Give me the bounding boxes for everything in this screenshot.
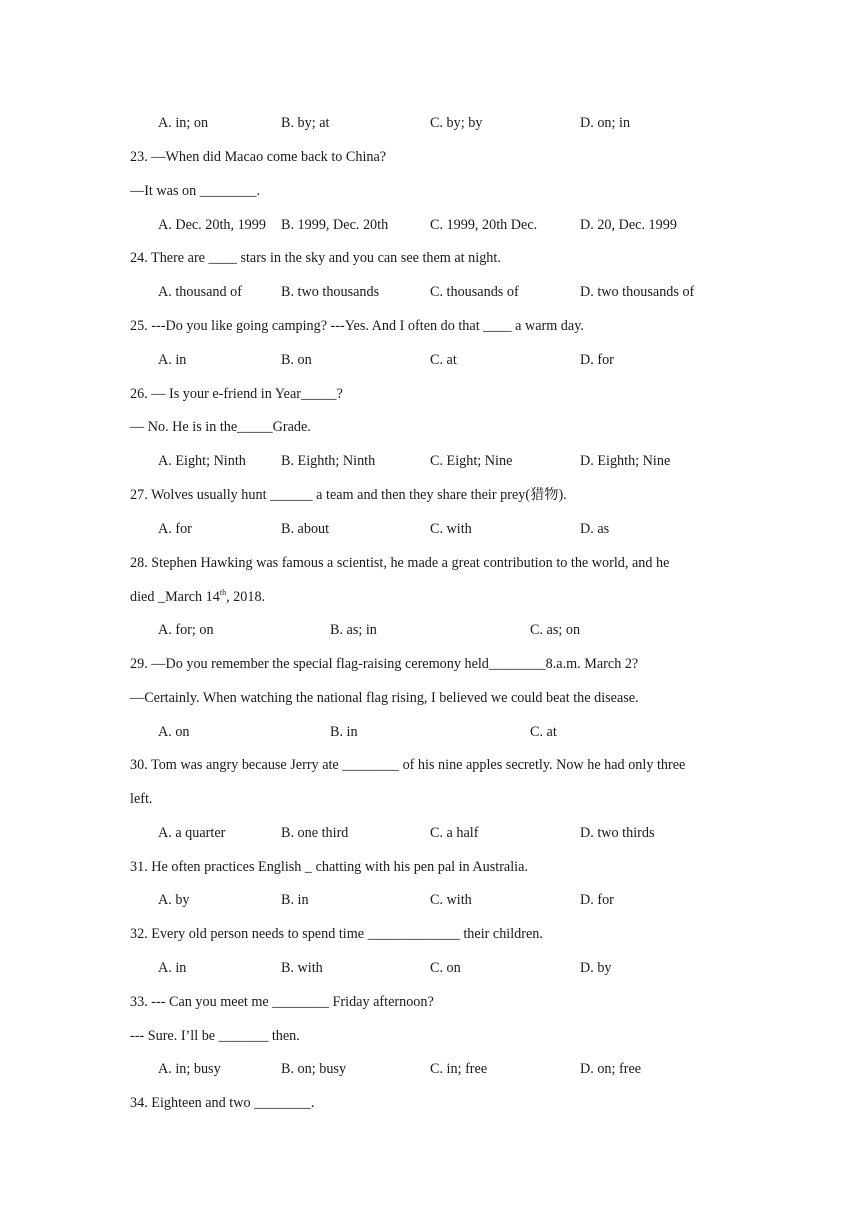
q26-stem: 26. — Is your e-friend in Year_____? [130,386,343,402]
option-d: D. two thirds [580,825,655,841]
option-c: C. at [530,724,557,740]
option-a: A. Dec. 20th, 1999 [158,217,266,233]
option-a: A. for; on [158,622,214,638]
option-b: B. as; in [330,622,377,638]
q34-stem: 34. Eighteen and two ________. [130,1095,315,1111]
option-c: C. thousands of [430,284,519,300]
option-d: D. on; free [580,1061,642,1077]
option-d: D. 20, Dec. 1999 [580,217,677,233]
option-c: C. with [430,892,472,908]
option-c: C. as; on [530,622,581,638]
option-b: B. with [281,960,323,976]
q29-reply: —Certainly. When watching the national flag rising, I believed we could beat the disease. [130,690,639,706]
option-a: A. for [158,521,192,537]
q27-stem: 27. Wolves usually hunt ______ a team and then they share their prey(猎物). [130,487,567,503]
option-b: B. Eighth; Ninth [281,453,376,469]
q25-stem: 25. ---Do you like going camping? ---Yes. And I often do that ____ a warm day. [130,318,584,334]
option-a: A. in [158,352,187,368]
q23-reply: —It was on ________. [130,183,261,199]
q28-stem-part2: a scientist, he made a great contribution to the world, and he [323,555,670,571]
option-d: D. Eighth; Nine [580,453,671,469]
option-c: C. Eight; Nine [430,453,513,469]
q24-stem: 24. There are ____ stars in the sky and you can see them at night. [130,250,501,266]
option-a: A. thousand of [158,284,242,300]
q30-stem: 30. Tom was angry because Jerry ate ________ of his nine apples secretly. Now he had only three [130,757,686,773]
q28-stem [130,554,669,572]
option-c: C. 1999, 20th Dec. [430,217,538,233]
option-d: D. by [580,960,612,976]
option-c: C. by; by [430,115,483,131]
option-b: B. in [281,892,309,908]
option-a: A. on [158,724,190,740]
option-d: D. two thousands of [580,284,695,300]
option-c: C. in; free [430,1061,488,1077]
superscript-th: th [219,588,227,597]
option-b: B. by; at [281,115,330,131]
option-b: B. in [330,724,358,740]
option-c: C. on [430,960,461,976]
q32-stem: 32. Every old person needs to spend time _____________ their children. [130,926,543,942]
option-d: D. as [580,521,610,537]
option-d: D. for [580,892,614,908]
q33-stem: 33. --- Can you meet me ________ Friday afternoon? [130,994,434,1010]
q26-reply: — No. He is in the_____Grade. [130,419,311,435]
q28-stem2-part2: , 2018. [226,589,266,605]
q31-stem: 31. He often practices English _ chatting with his pen pal in Australia. [130,859,528,875]
option-c: C. a half [430,825,479,841]
option-a: A. a quarter [158,825,226,841]
option-a: A. in; busy [158,1061,221,1077]
option-d: D. for [580,352,614,368]
q30-stem-line2: left. [130,791,153,807]
q33-reply: --- Sure. I’ll be _______ then. [130,1028,300,1044]
option-a: A. by [158,892,190,908]
option-b: B. on; busy [281,1061,347,1077]
option-b: B. two thousands [281,284,380,300]
q28-stem2-part1: died _March 14 [130,589,220,605]
option-a: A. in [158,960,187,976]
q28-stem-part1: 28. Stephen Hawking was famous [130,555,324,571]
option-a: A. in; on [158,115,209,131]
option-b: B. 1999, Dec. 20th [281,217,389,233]
q23-stem: 23. —When did Macao come back to China? [130,149,387,165]
option-c: C. at [430,352,457,368]
option-b: B. on [281,352,312,368]
q28-stem-line2 [130,588,265,606]
option-b: B. about [281,521,330,537]
option-c: C. with [430,521,472,537]
option-a: A. Eight; Ninth [158,453,246,469]
option-d: D. on; in [580,115,631,131]
q29-stem: 29. —Do you remember the special flag-raising ceremony held________8.a.m. March 2? [130,656,639,672]
option-b: B. one third [281,825,349,841]
